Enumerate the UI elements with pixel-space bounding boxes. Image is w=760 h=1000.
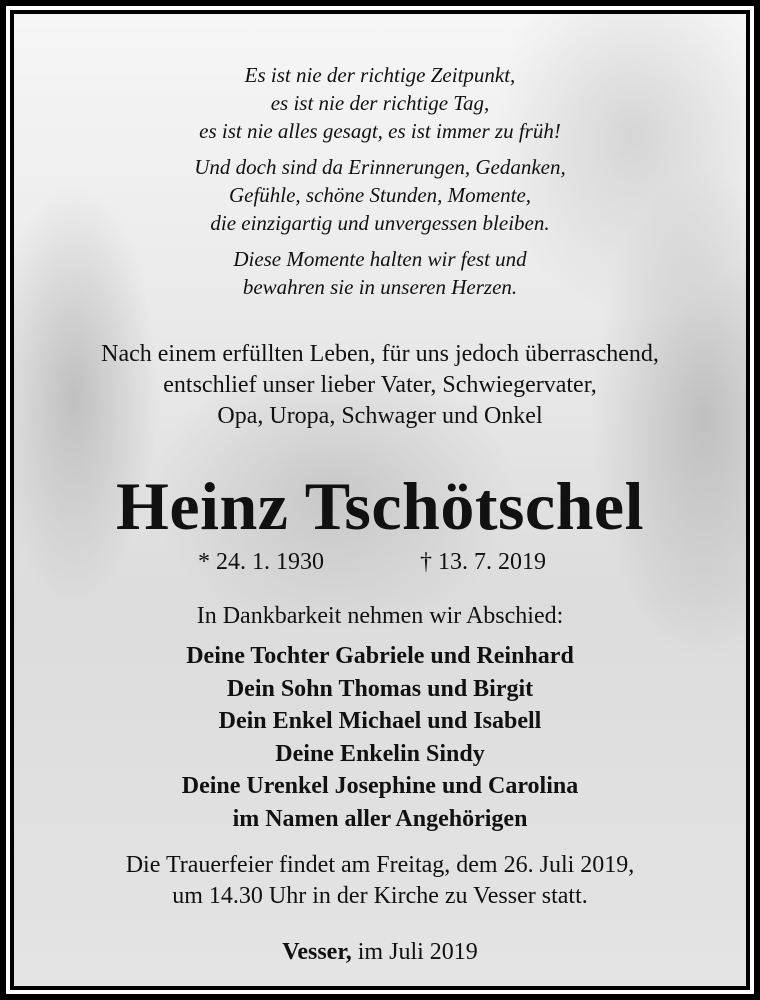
intro-text: [14, 339, 746, 432]
poem-stanza-2: [14, 153, 746, 237]
poem-line: es ist nie der richtige Tag,: [270, 91, 490, 115]
mourners-list: [14, 640, 746, 835]
farewell-line: In Dankbarkeit nehmen wir Abschied:: [196, 603, 564, 629]
birth-date: * 24. 1. 1930: [198, 549, 324, 575]
intro-line: Opa, Uropa, Schwager und Onkel: [217, 403, 543, 429]
mourner-entry: Deine Tochter Gabriele und Reinhard: [186, 643, 574, 669]
mourner-entry: im Namen aller Angehörigen: [232, 805, 528, 832]
poem-stanza-3: [14, 245, 746, 301]
mourner-entry: Dein Enkel Michael und Isabell: [218, 708, 542, 734]
place-and-date: [14, 937, 746, 967]
poem-line: Gefühle, schöne Stunden, Momente,: [228, 183, 532, 207]
place-name: Vesser,: [282, 939, 352, 965]
poem-line: Diese Momente halten wir fest und: [233, 247, 527, 271]
poem-line: bewahren sie in unseren Herzen.: [242, 275, 518, 299]
mourner-entry: Deine Enkelin Sindy: [275, 740, 485, 767]
obituary-notice: [10, 10, 750, 990]
deceased-name: Heinz Tschötschel: [116, 468, 644, 544]
poem-line: Und doch sind da Erinnerungen, Gedanken,: [194, 155, 566, 179]
death-date: † 13. 7. 2019: [420, 549, 546, 575]
poem-line: die einzigartig und unvergessen bleiben.: [210, 211, 550, 235]
poem-line: Es ist nie der richtige Zeitpunkt,: [244, 63, 516, 87]
intro-line: entschlief unser lieber Vater, Schwiegervater,: [163, 372, 597, 398]
mourner-entry: Dein Sohn Thomas und Birgit: [226, 675, 534, 702]
mourner-entry: Deine Urenkel Josephine und Carolina: [181, 773, 579, 799]
poem-line: es ist nie alles gesagt, es ist immer zu früh!: [199, 119, 561, 143]
funeral-service-info: [14, 850, 746, 912]
outer-border: [6, 6, 754, 994]
notice-date: im Juli 2019: [351, 939, 478, 965]
intro-line: Nach einem erfüllten Leben, für uns jedoch überraschend,: [101, 341, 659, 367]
service-line: um 14.30 Uhr in der Kirche zu Vesser statt.: [172, 883, 588, 909]
memorial-poem: [14, 61, 746, 309]
service-line: Die Trauerfeier findet am Freitag, dem 26. Juli 2019,: [125, 852, 635, 878]
poem-stanza-1: [14, 61, 746, 145]
